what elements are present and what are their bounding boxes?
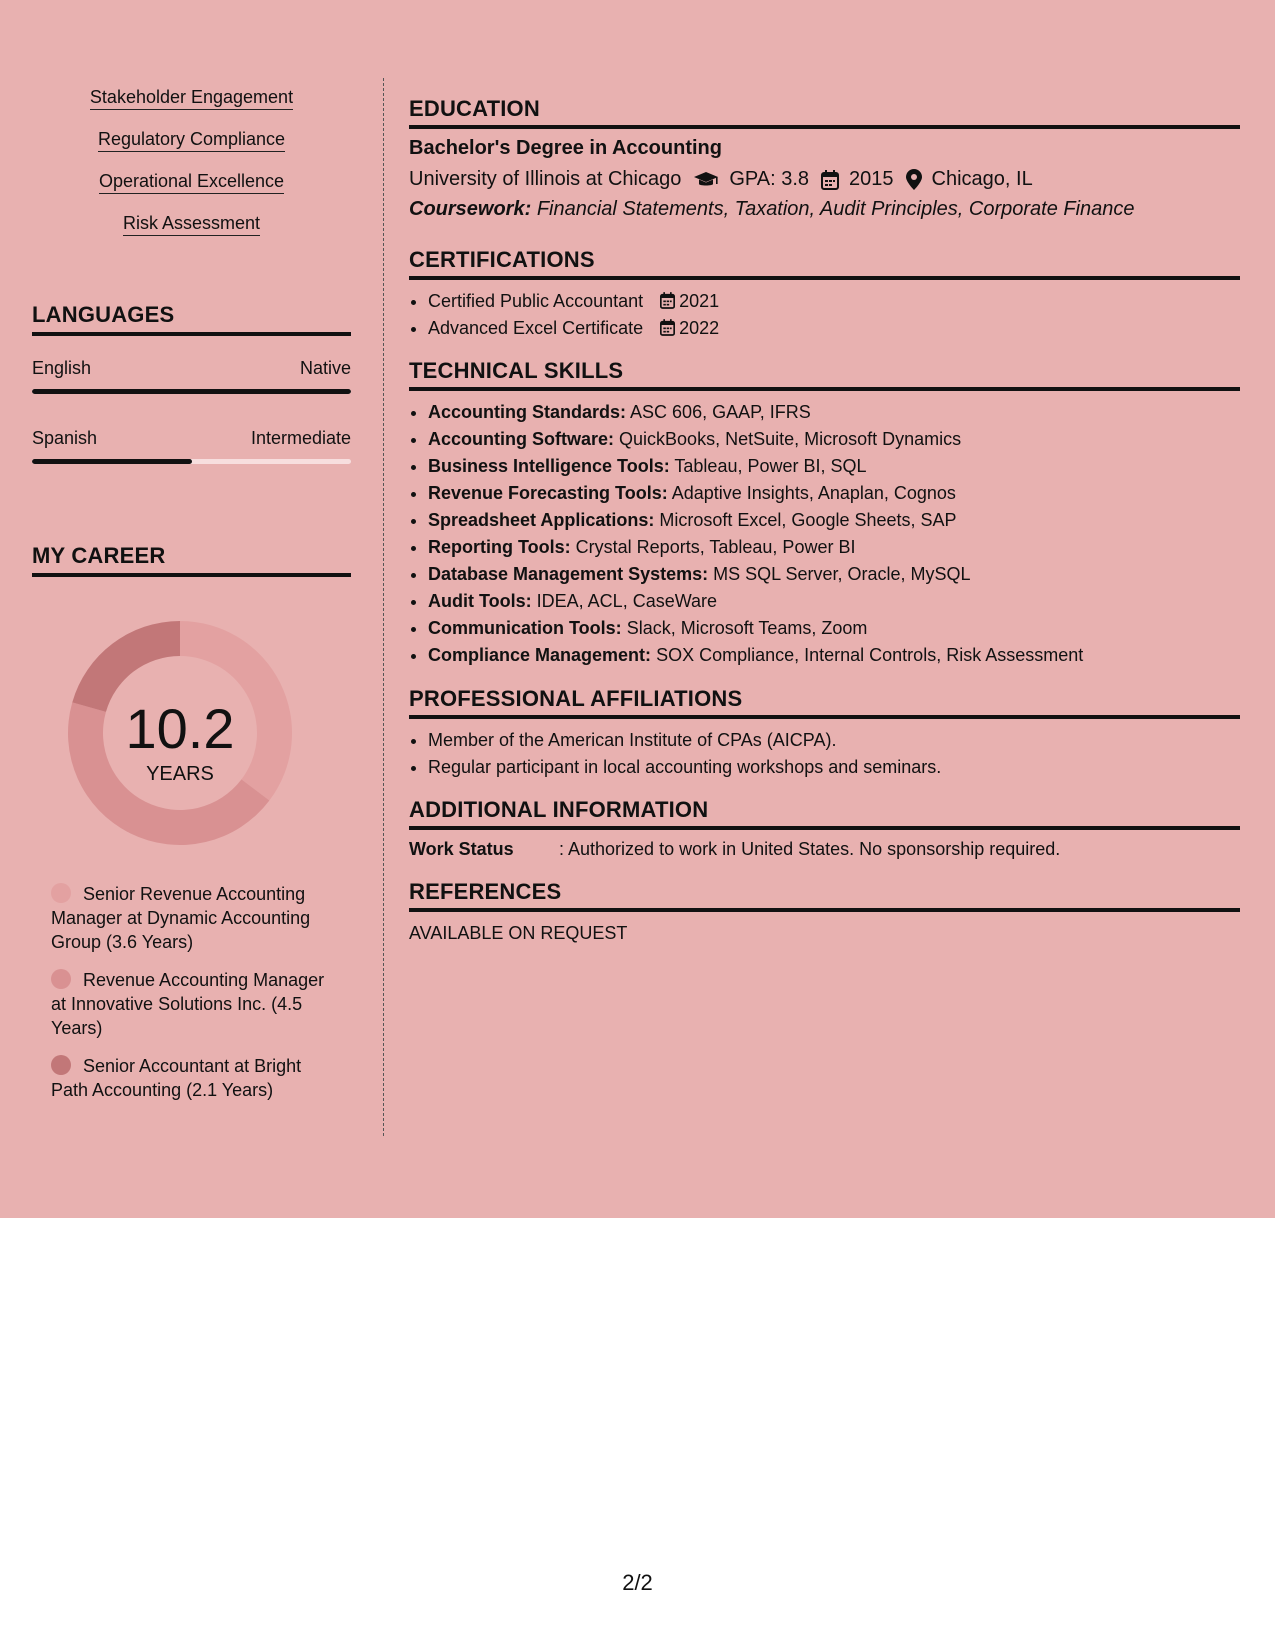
references-heading: REFERENCES bbox=[409, 879, 1240, 912]
page-number: 2/2 bbox=[622, 1570, 653, 1595]
certification-item bbox=[428, 315, 1240, 342]
career-legend-item bbox=[51, 968, 341, 1040]
certification-name: Advanced Excel Certificate bbox=[428, 318, 644, 338]
career-legend-item bbox=[51, 882, 341, 954]
language-level: Intermediate bbox=[250, 428, 351, 448]
legend-dot bbox=[51, 969, 71, 989]
tech-skill-label: Revenue Forecasting Tools: bbox=[428, 483, 668, 503]
career-donut-chart bbox=[67, 620, 293, 846]
tech-skill-item bbox=[428, 399, 1240, 426]
career-legend-item bbox=[51, 1054, 341, 1102]
skill-tag: Risk Assessment bbox=[123, 212, 260, 236]
technical-skills-section bbox=[409, 358, 1240, 669]
skill-tag: Regulatory Compliance bbox=[98, 128, 285, 152]
work-status-value: : Authorized to work in United States. No sponsorship required. bbox=[559, 839, 1061, 859]
coursework bbox=[409, 198, 1240, 221]
affiliation-item: • Member of the American Institute of CPAs (AICPA). bbox=[428, 727, 1240, 754]
tech-skill-value: IDEA, ACL, CaseWare bbox=[536, 591, 718, 611]
tech-skill-value: MS SQL Server, Oracle, MySQL bbox=[713, 564, 971, 584]
legend-text: Revenue Accounting Manager at Innovative Solutions Inc. (4.5 Years) bbox=[51, 970, 325, 1038]
tech-skill-label: Spreadsheet Applications: bbox=[428, 510, 655, 530]
tech-skill-label: Accounting Software: bbox=[428, 429, 615, 449]
language-level: Native bbox=[299, 358, 351, 378]
work-status-row bbox=[409, 839, 1240, 860]
certifications-heading: CERTIFICATIONS bbox=[409, 247, 1240, 280]
certification-item bbox=[428, 288, 1240, 315]
certification-year: 2021 bbox=[679, 291, 720, 311]
school-location: Chicago, IL bbox=[931, 168, 1033, 190]
additional-info-section bbox=[409, 797, 1240, 860]
tech-skill-value: Microsoft Excel, Google Sheets, SAP bbox=[659, 510, 957, 530]
additional-info-heading: ADDITIONAL INFORMATION bbox=[409, 797, 1240, 830]
degree-title: Bachelor's Degree in Accounting bbox=[409, 137, 722, 159]
technical-skills-heading: TECHNICAL SKILLS bbox=[409, 358, 1240, 391]
tech-skill-value: Slack, Microsoft Teams, Zoom bbox=[626, 618, 868, 638]
certifications-section bbox=[409, 247, 1240, 342]
certification-year: 2022 bbox=[679, 318, 720, 338]
legend-text: Senior Accountant at Bright Path Accounting (2.1 Years) bbox=[51, 1056, 302, 1100]
tech-skill-value: ASC 606, GAAP, IFRS bbox=[630, 402, 811, 422]
affiliations-heading: PROFESSIONAL AFFILIATIONS bbox=[409, 686, 1240, 719]
legend-dot bbox=[51, 1055, 71, 1075]
skill-tag: Stakeholder Engagement bbox=[90, 86, 293, 110]
education-section bbox=[409, 96, 1240, 221]
legend-dot bbox=[51, 883, 71, 903]
column-divider bbox=[383, 78, 384, 1136]
language-bar-spanish bbox=[32, 459, 351, 464]
tech-skill-label: Database Management Systems: bbox=[428, 564, 709, 584]
references-text: AVAILABLE ON REQUEST bbox=[409, 923, 628, 943]
gpa: GPA: 3.8 bbox=[729, 168, 810, 190]
language-bar-fill bbox=[32, 389, 351, 394]
calendar-icon bbox=[660, 319, 675, 336]
tech-skill-item bbox=[428, 507, 1240, 534]
tech-skill-label: Reporting Tools: bbox=[428, 537, 571, 557]
language-name: English bbox=[32, 358, 92, 378]
languages-heading: LANGUAGES bbox=[32, 302, 351, 336]
certification-name: Certified Public Accountant bbox=[428, 291, 644, 311]
language-row-spanish bbox=[32, 428, 351, 449]
language-bar-english bbox=[32, 389, 351, 394]
career-total-unit: YEARS bbox=[146, 763, 214, 785]
skills-list bbox=[32, 86, 351, 254]
calendar-icon bbox=[821, 170, 839, 190]
tech-skill-value: Tableau, Power BI, SQL bbox=[674, 456, 867, 476]
technical-skills-list bbox=[409, 399, 1240, 669]
calendar-icon bbox=[660, 292, 675, 309]
tech-skill-item bbox=[428, 642, 1240, 669]
school-name: University of Illinois at Chicago bbox=[409, 168, 682, 190]
map-pin-icon bbox=[906, 169, 922, 190]
tech-skill-item bbox=[428, 561, 1240, 588]
tech-skill-item bbox=[428, 453, 1240, 480]
career-legend bbox=[51, 882, 341, 1116]
career-total-years: 10.2 bbox=[125, 697, 235, 760]
graduation-cap-icon bbox=[693, 171, 719, 189]
language-row-english bbox=[32, 358, 351, 379]
references-section bbox=[409, 879, 1240, 944]
skill-tag: Operational Excellence bbox=[99, 170, 284, 194]
tech-skill-item bbox=[428, 426, 1240, 453]
tech-skill-value: Adaptive Insights, Anaplan, Cognos bbox=[671, 483, 956, 503]
tech-skill-value: Crystal Reports, Tableau, Power BI bbox=[575, 537, 856, 557]
tech-skill-label: Accounting Standards: bbox=[428, 402, 627, 422]
tech-skill-label: Compliance Management: bbox=[428, 645, 652, 665]
affiliations-list bbox=[409, 727, 1240, 781]
tech-skill-label: Communication Tools: bbox=[428, 618, 622, 638]
tech-skill-item bbox=[428, 534, 1240, 561]
language-bar-fill bbox=[32, 459, 192, 464]
tech-skill-item bbox=[428, 480, 1240, 507]
affiliations-section bbox=[409, 686, 1240, 781]
legend-text: Senior Revenue Accounting Manager at Dynamic Accounting Group (3.6 Years) bbox=[51, 884, 311, 952]
tech-skill-item bbox=[428, 588, 1240, 615]
tech-skill-label: Business Intelligence Tools: bbox=[428, 456, 670, 476]
tech-skill-value: SOX Compliance, Internal Controls, Risk Assessment bbox=[656, 645, 1084, 665]
language-name: Spanish bbox=[32, 428, 98, 448]
affiliation-item: • Regular participant in local accounting workshops and seminars. bbox=[428, 754, 1240, 781]
tech-skill-item bbox=[428, 615, 1240, 642]
education-meta bbox=[409, 168, 1240, 191]
graduation-year: 2015 bbox=[849, 168, 894, 190]
work-status-label: Work Status bbox=[409, 839, 514, 859]
tech-skill-value: QuickBooks, NetSuite, Microsoft Dynamics bbox=[619, 429, 962, 449]
certifications-list bbox=[409, 288, 1240, 342]
career-heading: MY CAREER bbox=[32, 543, 351, 577]
education-heading: EDUCATION bbox=[409, 96, 1240, 129]
coursework-list: Financial Statements, Taxation, Audit Principles, Corporate Finance bbox=[536, 198, 1135, 220]
tech-skill-label: Audit Tools: bbox=[428, 591, 532, 611]
coursework-label: Coursework: bbox=[409, 198, 532, 220]
